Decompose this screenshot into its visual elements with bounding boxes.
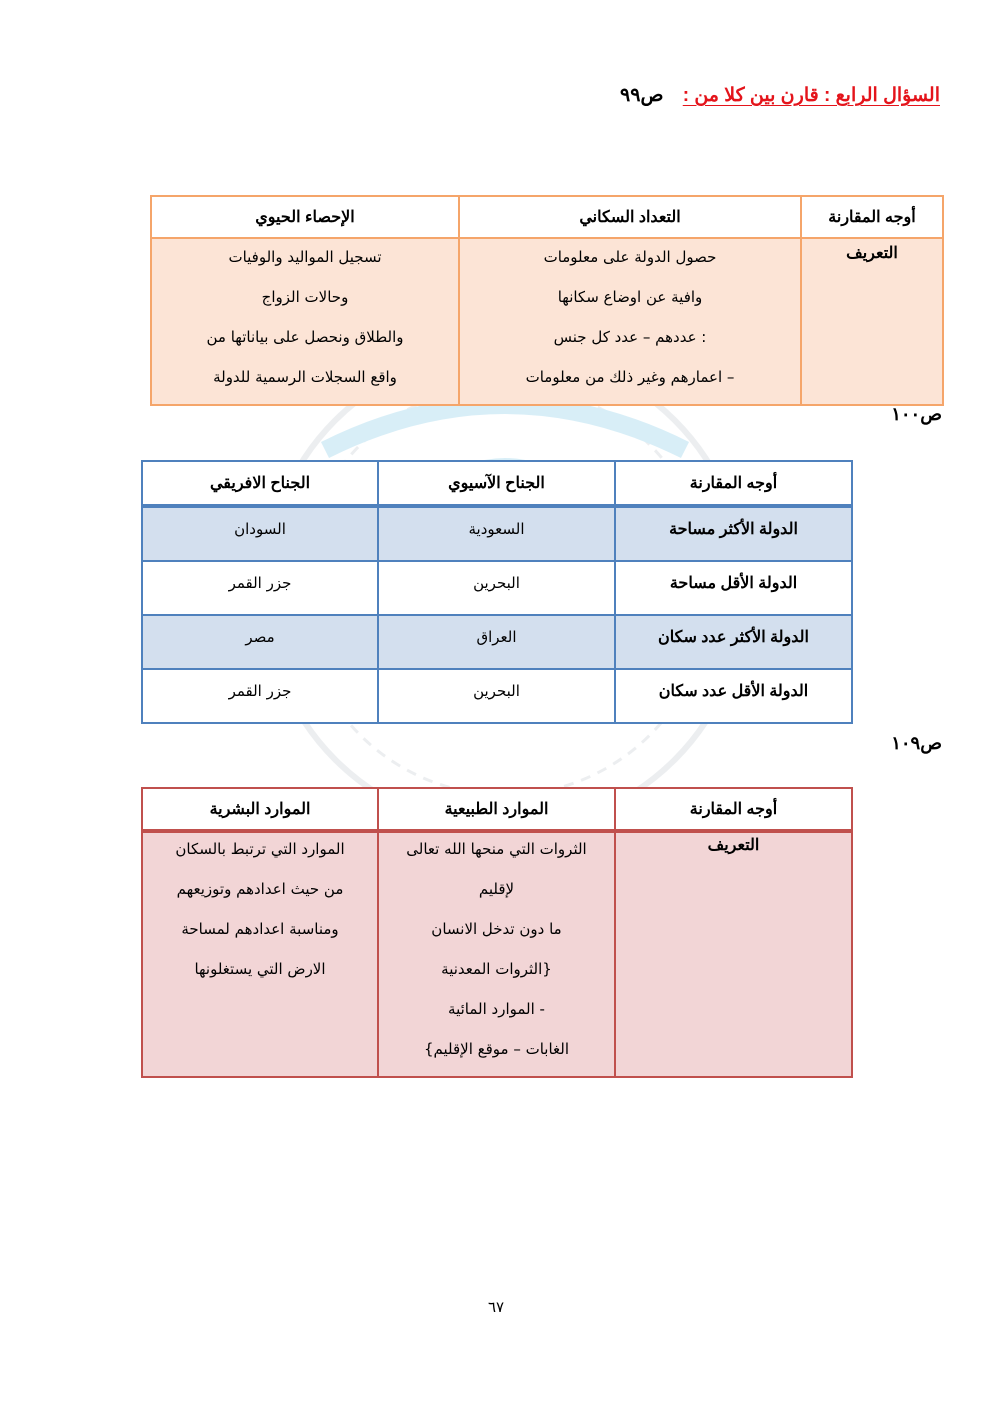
row-label: الدولة الأكثر مساحة	[615, 506, 852, 561]
table-row	[142, 615, 852, 669]
table-header-row	[142, 461, 852, 506]
comparison-table-resources	[141, 787, 853, 1078]
census-definition: حصول الدولة على معلومات وافية عن اوضاع سكانها : عددهم – عدد كل جنس – اعمارهم وغير ذلك من معلومات	[459, 238, 801, 405]
table-row	[142, 831, 852, 1077]
row-label: الدولة الأكثر عدد سكان	[615, 615, 852, 669]
table-header-row	[151, 196, 943, 238]
header-natural-resources: الموارد الطبيعية	[378, 788, 615, 831]
question-page-ref: ص٩٩	[620, 85, 664, 106]
page-ref-100: ص١٠٠	[891, 404, 942, 424]
question-title: السؤال الرابع : قارن بين كلا من :	[682, 85, 940, 106]
comparison-table-wings	[141, 460, 853, 724]
table-row	[142, 669, 852, 723]
table-row	[142, 561, 852, 615]
african-value: مصر	[142, 615, 378, 669]
page-ref-109: ص١٠٩	[891, 733, 942, 753]
african-value: جزر القمر	[142, 561, 378, 615]
asian-value: السعودية	[378, 506, 615, 561]
row-label: الدولة الأقل مساحة	[615, 561, 852, 615]
header-human-resources: الموارد البشرية	[142, 788, 378, 831]
african-value: جزر القمر	[142, 669, 378, 723]
question-heading	[620, 84, 940, 107]
header-comparison-aspect: أوجه المقارنة	[615, 788, 852, 831]
asian-value: العراق	[378, 615, 615, 669]
comparison-table-census	[150, 195, 944, 406]
header-comparison-aspect: أوجه المقارنة	[801, 196, 943, 238]
row-label-definition: التعريف	[801, 238, 943, 405]
vital-statistics-definition: تسجيل المواليد والوفيات وحالات الزواج والطلاق ونحصل على بياناتها من واقع السجلات الرسمية للدولة	[151, 238, 459, 405]
african-value: السودان	[142, 506, 378, 561]
header-vital-statistics: الإحصاء الحيوي	[151, 196, 459, 238]
table-row	[142, 506, 852, 561]
header-comparison-aspect: أوجه المقارنة	[615, 461, 852, 506]
row-label-definition: التعريف	[615, 831, 852, 1077]
table-header-row	[142, 788, 852, 831]
header-census: التعداد السكاني	[459, 196, 801, 238]
header-asian-wing: الجناح الآسيوي	[378, 461, 615, 506]
header-african-wing: الجناح الافريقي	[142, 461, 378, 506]
table-row	[151, 238, 943, 405]
row-label: الدولة الأقل عدد سكان	[615, 669, 852, 723]
page-number: ٦٧	[487, 1298, 505, 1316]
human-resources-definition: الموارد التي ترتبط بالسكان من حيث اعدادهم وتوزيعهم ومناسبة اعدادهم لمساحة الارض التي يستغلونها	[142, 831, 378, 1077]
asian-value: البحرين	[378, 669, 615, 723]
natural-resources-definition: الثروات التي منحها الله تعالى لإقليم ما دون تدخل الانسان {الثروات المعدنية - الموارد المائية الغابات – موقع الإقليم}	[378, 831, 615, 1077]
asian-value: البحرين	[378, 561, 615, 615]
